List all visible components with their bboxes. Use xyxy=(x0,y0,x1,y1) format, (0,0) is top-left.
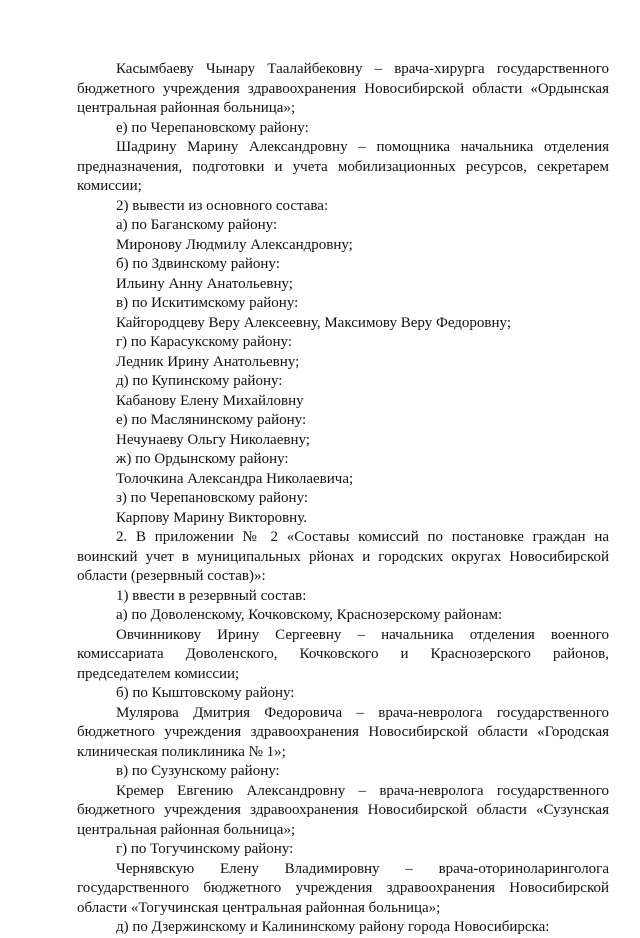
paragraph: Ильину Анну Анатольевну; xyxy=(116,275,293,292)
paragraph: Шадрину Марину Александровну – помощника начальника отделения предназначения, подготовки и учета мобилизационных ресурсов, секретарем комиссии; xyxy=(77,139,609,194)
paragraph: 2) вывести из основного состава: xyxy=(116,197,329,214)
paragraph: а) по Баганскому району: xyxy=(116,217,278,233)
paragraph: з) по Черепановскому району: xyxy=(116,490,309,506)
paragraph: Миронову Людмилу Александровну; xyxy=(116,236,353,253)
paragraph: Кремер Евгению Александровну – врача-невролога государственного бюджетного учреждения здравоохранения Новосибирской области «Сузунская центральная районная больница»; xyxy=(77,782,609,838)
paragraph: Мулярова Дмитрия Федоровича – врача-невролога государственного бюджетного учреждения здравоохранения Новосибирской области «Городская клиническая поликлиника № 1»; xyxy=(77,704,609,760)
paragraph: Нечунаеву Ольгу Николаевну; xyxy=(116,431,310,448)
paragraph: в) по Искитимскому району: xyxy=(116,295,299,311)
paragraph: е) по Черепановскому району: xyxy=(116,119,309,136)
paragraph: в) по Сузунскому району: xyxy=(116,763,280,779)
paragraph: Карпову Марину Викторовну. xyxy=(116,509,307,526)
paragraph: Овчинникову Ирину Сергеевну – начальника отделения военного комиссариата Доволенского, Кочковского и Краснозерского районов, председателем комиссии; xyxy=(77,626,609,682)
paragraph: г) по Тогучинскому району: xyxy=(116,841,294,857)
paragraph: г) по Карасукскому району: xyxy=(116,334,292,350)
paragraph: б) по Здвинскому району: xyxy=(116,256,280,272)
paragraph: Ледник Ирину Анатольевну; xyxy=(116,353,300,370)
paragraph: а) по Доволенскому, Кочковскому, Краснозерскому районам: xyxy=(116,607,503,623)
paragraph: д) по Купинскому району: xyxy=(116,373,283,389)
paragraph: е) по Маслянинскому району: xyxy=(116,412,307,428)
paragraph: Касымбаеву Чынару Таалайбековну – врача-хирурга государственного бюджетного учреждения здравоохранения Новосибирской области «Ордынская центральная районная больница»; xyxy=(77,61,609,116)
paragraph: б) по Кыштовскому району: xyxy=(116,685,295,701)
paragraph: 1) ввести в резервный состав: xyxy=(116,587,307,604)
paragraph: Кабанову Елену Михайловну xyxy=(116,392,304,409)
document-body xyxy=(77,60,609,938)
paragraph: Толочкина Александра Николаевича; xyxy=(116,470,354,487)
paragraph: 2. В приложении № 2 «Составы комиссий по постановке граждан на воинский учет в муниципальных рйонах и городских округах Новосибирской области (резервный состав)»: xyxy=(77,529,609,584)
paragraph: ж) по Ордынскому району: xyxy=(116,451,289,467)
paragraph: д) по Дзержинскому и Калининскому району города Новосибирска: xyxy=(116,919,550,935)
paragraph: Чернявскую Елену Владимировну – врача-оториноларинголога государственного бюджетного учреждения здравоохранения Новосибирской области «Тогучинская центральная районная больница»; xyxy=(77,860,609,916)
paragraph: Кайгородцеву Веру Алексеевну, Максимову Веру Федоровну; xyxy=(116,314,511,331)
